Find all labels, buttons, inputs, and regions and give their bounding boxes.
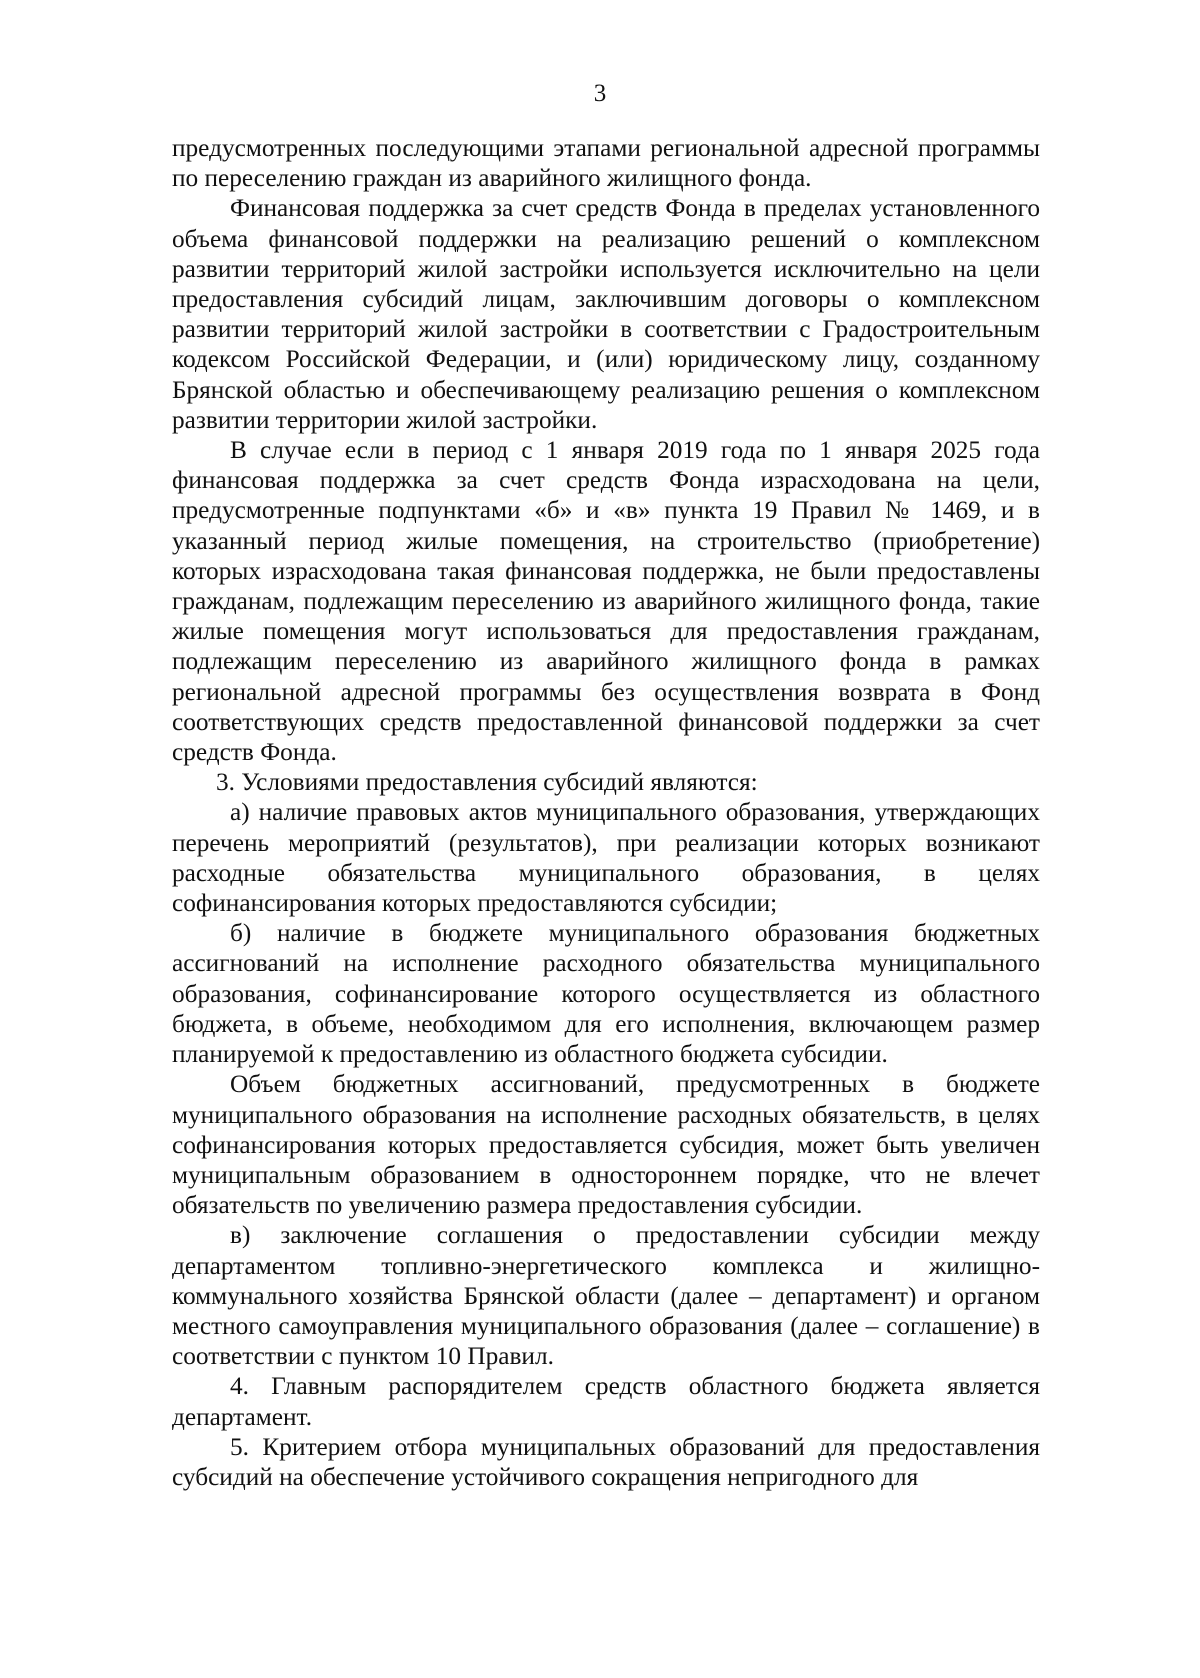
paragraph-continuation: предусмотренных последующими этапами региональной адресной программы по переселению граждан из аварийного жилищного фонда.: [172, 134, 1040, 193]
paragraph-period-2019-2025: В случае если в период с 1 января 2019 года по 1 января 2025 года финансовая поддержка за счет средств Фонда израсходована на цели, предусмотренные подпунктами «б» и «в» пункта 19 Правил № 1469, и в указанный период жилые помещения, на строительство (приобретение) которых израсходована такая финансовая поддержка, не были предоставлены гражданам, подлежащим переселению из аварийного жилищного фонда, такие жилые помещения могут использоваться для предоставления гражданам, подлежащим переселению из аварийного жилищного фонда в рамках региональной адресной программы без осуществления возврата в Фонд соответствующих средств предоставленной финансовой поддержки за счет средств Фонда.: [172, 436, 1040, 767]
paragraph-condition-c: в) заключение соглашения о предоставлении субсидии между департаментом топливно-энергетического комплекса и жилищно-коммунального хозяйства Брянской области (далее – департамент) и органом местного самоуправления муниципального образования (далее – соглашение) в соответствии с пунктом 10 Правил.: [172, 1221, 1040, 1371]
paragraph-budget-volume: Объем бюджетных ассигнований, предусмотренных в бюджете муниципального образования на исполнение расходных обязательств, в целях софинансирования которых предоставляется субсидия, может быть увеличен муниципальным образованием в одностороннем порядке, что не влечет обязательств по увеличению размера предоставления субсидии.: [172, 1070, 1040, 1220]
paragraph-financial-support: Финансовая поддержка за счет средств Фонда в пределах установленного объема финансовой поддержки на реализацию решений о комплексном развитии территорий жилой застройки используется исключительно на цели предоставления субсидий лицам, заключившим договоры о комплексном развитии территорий жилой застройки в соответствии с Градостроительным кодексом Российской Федерации, и (или) юридическому лицу, созданному Брянской областью и обеспечивающему реализацию решения о комплексном развитии территории жилой застройки.: [172, 194, 1040, 434]
paragraph-condition-b: б) наличие в бюджете муниципального образования бюджетных ассигнований на исполнение расходного обязательства муниципального образования, софинансирование которого осуществляется из областного бюджета, в объеме, необходимом для его исполнения, включающем размер планируемой к предоставлению из областного бюджета субсидии.: [172, 919, 1040, 1069]
page-number: 3: [593, 80, 607, 107]
paragraph-item-3: 3. Условиями предоставления субсидий являются:: [216, 768, 758, 797]
paragraph-item-5: 5. Критерием отбора муниципальных образований для предоставления субсидий на обеспечение устойчивого сокращения непригодного для: [172, 1432, 1040, 1491]
document-body: [172, 133, 1040, 1492]
paragraph-item-4: 4. Главным распорядителем средств областного бюджета является департамент.: [172, 1372, 1040, 1431]
paragraph-condition-a: а) наличие правовых актов муниципального образования, утверждающих перечень мероприятий (результатов), при реализации которых возникают расходные обязательства муниципального образования, в целях софинансирования которых предоставляются субсидии;: [172, 798, 1040, 918]
